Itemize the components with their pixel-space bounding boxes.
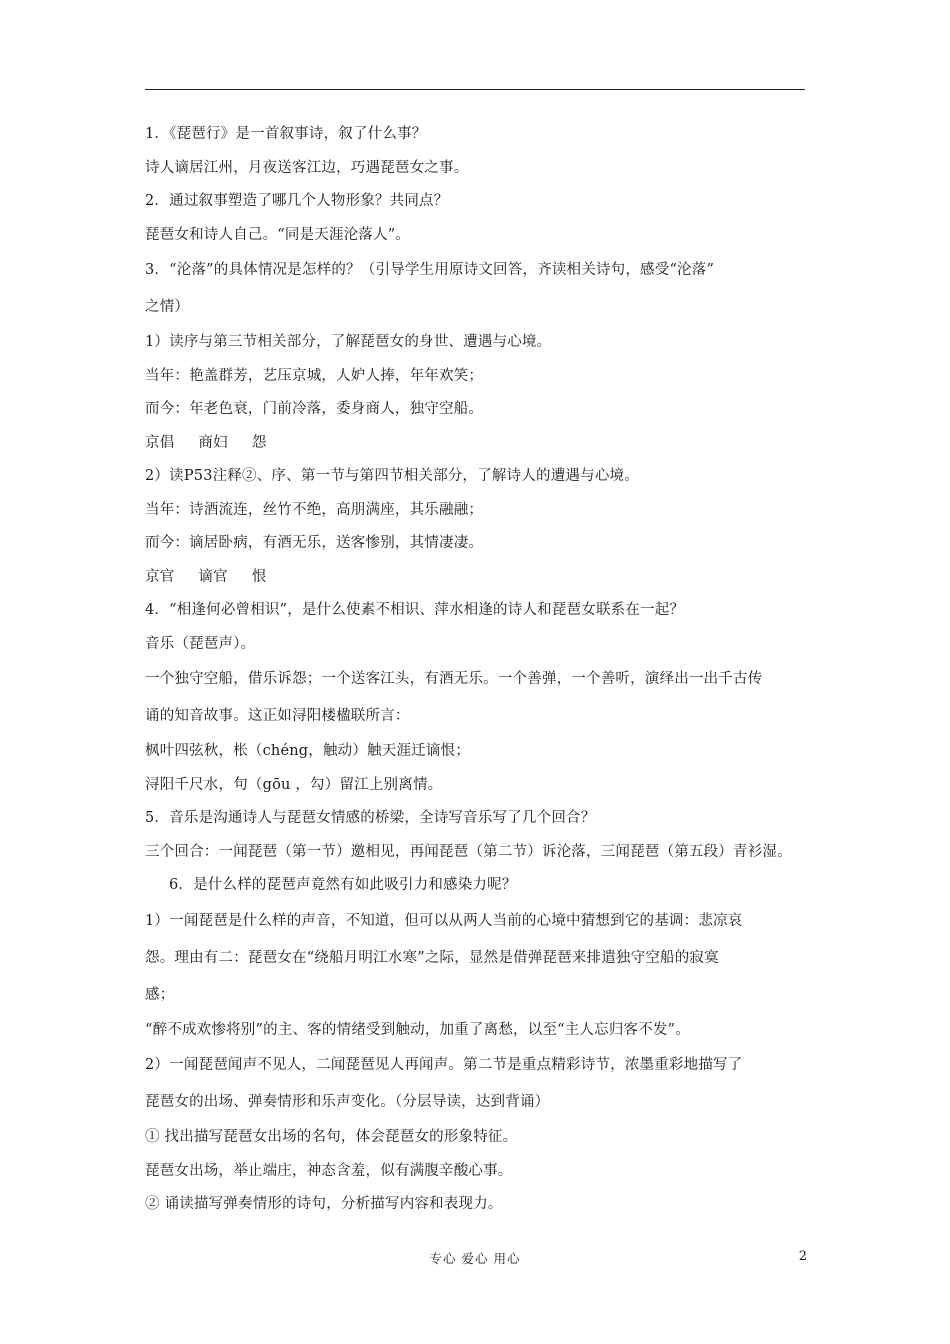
header-rule [145,89,805,90]
task-1: ① 找出描写琵琶女出场的名句，体会琵琶女的形象特征。 [145,1129,518,1145]
poet-summary [145,561,825,595]
task-2: ② 诵读描写弹奏情形的诗句，分析描写内容和表现力。 [145,1196,503,1212]
couplet-line-1: 枫叶四弦秋，枨（chéng，触动）触天涯迁谪恨； [145,743,470,759]
answer-4-detail: 一个独守空船，借乐诉怨；一个送客江头，有酒无乐。一个善弹，一个善听，演绎出一出千古传 [145,671,763,687]
pipa-girl-summary [145,427,825,461]
summary-term: 商妇 [198,434,228,451]
answer-2: 琵琶女和诗人自己。“同是天涯沦落人”。 [145,226,411,243]
page-number: 2 [798,1249,807,1264]
answer-6-part-1-end: 感； [145,986,175,1003]
question-6: 6．是什么样的琵琶声竟然有如此吸引力和感染力呢？ [169,877,517,893]
answer-6-part-1-continued: 怨。理由有二：琵琶女在“绕船月明江水寒”之际，显然是借弹琵琶来排遣独守空船的寂寞 [145,949,719,966]
question-3-continued: 之情） [145,299,190,315]
summary-term: 恨 [251,568,267,585]
instruction-poet: 2）读P53注释②、序、第一节与第四节相关部分，了解诗人的遭遇与心境。 [145,468,639,484]
answer-6-part-1: 1）一闻琵琶是什么样的声音，不知道，但可以从两人当前的心境中猜想到它的基调：悲凉哀 [145,912,743,929]
answer-6-quote: “醉不成欢惨将别”的主、客的情绪受到触动，加重了离愁，以至“主人忘归客不发”。 [145,1021,690,1038]
poet-past: 当年：诗酒流连，丝竹不绝，高朋满座，其乐融融； [145,501,484,518]
instruction-pipa-girl: 1）读序与第三节相关部分，了解琵琶女的身世、遭遇与心境。 [145,334,552,350]
question-5: 5．音乐是沟通诗人与琵琶女情感的桥梁，全诗写音乐写了几个回合？ [145,810,596,826]
pipa-girl-present: 而今：年老色衰，门前冷落，委身商人，独守空船。 [145,401,484,417]
footer-slogan: 专心 爱心 用心 [429,1251,521,1266]
answer-6-part-2: 2）一闻琵琶闻声不见人，二闻琵琶见人再闻声。第二节是重点精彩诗节，浓墨重彩地描写了 [145,1057,743,1073]
task-1-answer: 琵琶女出场，举止端庄，神态含羞，似有满腹辛酸心事。 [145,1162,513,1179]
question-3: 3．“沦落”的具体情况是怎样的？（引导学生用原诗文回答，齐读相关诗句，感受“沦落” [145,262,715,278]
answer-1: 诗人谪居江州，月夜送客江边，巧遇琵琶女之事。 [145,159,469,176]
summary-term: 怨 [251,434,267,451]
answer-4: 音乐（琵琶声）。 [145,635,256,652]
couplet-line-2: 浔阳千尺水，句（gōu ，勾）留江上别离情。 [145,776,443,793]
question-4: 4．“相逢何必曾相识”，是什么使素不相识、萍水相逢的诗人和琵琶女联系在一起？ [145,602,685,618]
answer-5: 三个回合：一闻琵琶（第一节）邀相见，再闻琵琶（第二节）诉沦落，三闻琵琶（第五段）青衫湿。 [145,843,792,860]
summary-term: 京倡 [145,434,175,451]
answer-4-detail-continued: 诵的知音故事。这正如浔阳楼楹联所言： [145,708,410,724]
question-2: 2．通过叙事塑造了哪几个人物形象？共同点？ [145,193,449,209]
document-body [145,118,825,1222]
summary-term: 谪官 [198,568,228,585]
question-1: 1．《琵琶行》是一首叙事诗，叙了什么事？ [145,126,427,142]
poet-present: 而今：谪居卧病，有酒无乐，送客惨别，其情凄凄。 [145,535,484,551]
summary-term: 京官 [145,568,175,585]
pipa-girl-past: 当年：艳盖群芳，艺压京城，人妒人捧，年年欢笑； [145,367,484,384]
answer-6-part-2-continued: 琵琶女的出场、弹奏情形和乐声变化。（分层导读，达到背诵） [145,1094,550,1110]
